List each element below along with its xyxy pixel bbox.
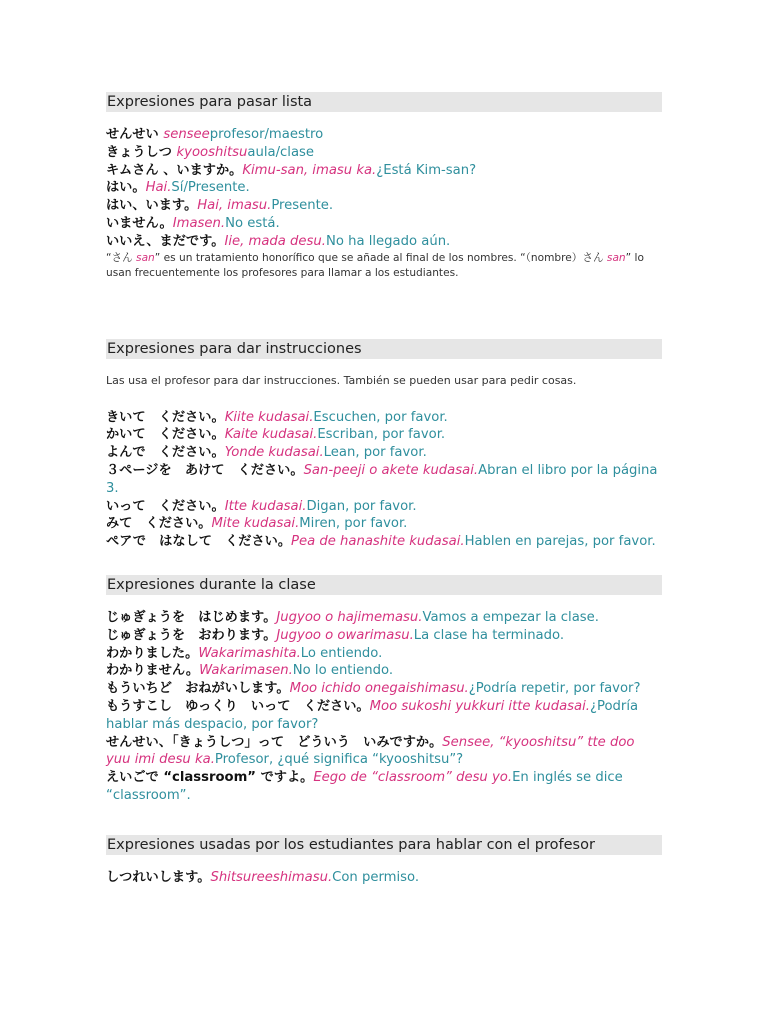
spanish-text: No lo entiendo. <box>292 663 394 679</box>
section-heading: Expresiones para dar instrucciones <box>106 339 662 359</box>
japanese-text: もうすこし ゆっくり いって ください。 <box>106 698 370 714</box>
phrase-row <box>106 645 662 663</box>
section-heading: Expresiones para pasar lista <box>106 92 662 112</box>
document-page <box>106 92 662 887</box>
romaji-text: Wakarimasen. <box>199 663 293 679</box>
japanese-text: かいて ください。 <box>106 427 225 443</box>
japanese-text: はい。 <box>106 180 146 196</box>
japanese-text: わかりません。 <box>106 663 200 679</box>
phrase-row <box>106 769 662 805</box>
japanese-text: わかりました。 <box>106 645 199 661</box>
romaji-text: Sensee, “kyooshitsu” tte doo yuu imi desu ka. <box>106 734 635 768</box>
romaji-text: sensee <box>163 127 210 142</box>
romaji-text: Moo sukoshi yukkuri itte kudasai. <box>369 698 590 714</box>
spanish-text: Lean, por favor. <box>323 445 427 461</box>
japanese-text: じゅぎょうを はじめます。 <box>106 609 277 625</box>
spanish-text: Escuchen, por favor. <box>313 409 448 425</box>
note-text: “さん <box>106 251 137 264</box>
japanese-text: ３ページを あけて ください。 <box>106 462 304 478</box>
spanish-text: Escriban, por favor. <box>317 427 446 443</box>
romaji-text: Kiite kudasai. <box>224 409 314 425</box>
japanese-text: えいごで “classroom” ですよ。 <box>106 770 314 786</box>
romaji-text: Jugyoo o owarimasu. <box>276 627 414 643</box>
note-romaji: san <box>136 251 155 264</box>
japanese-text: せんせい、「きょうしつ」って どういう いみですか。 <box>106 734 443 750</box>
japanese-text: きいて ください。 <box>106 409 225 425</box>
romaji-text: Moo ichido onegaishimasu. <box>289 681 469 697</box>
phrase-list <box>106 126 662 281</box>
romaji-text: Hai. <box>145 180 172 196</box>
phrase-row <box>106 409 662 427</box>
japanese-text: ペアで はなして ください。 <box>106 534 292 550</box>
phrase-row <box>106 215 662 233</box>
phrase-row <box>106 734 662 770</box>
spanish-text: No ha llegado aún. <box>325 233 451 249</box>
romaji-text: Yonde kudasai. <box>224 445 324 461</box>
spanish-text: Hablen en parejas, por favor. <box>464 534 656 550</box>
note-text: ” es un tratamiento honorífico que se añade al final de los nombres. “（nombre）さん <box>154 251 607 264</box>
phrase-row <box>106 144 662 162</box>
japanese-text: みて ください。 <box>106 516 212 532</box>
spanish-text: Profesor, ¿qué significa “kyooshitsu”? <box>214 752 464 768</box>
spanish-text: La clase ha terminado. <box>413 627 565 643</box>
romaji-text: Itte kudasai. <box>224 498 307 514</box>
japanese-text: じゅぎょうを おわります。 <box>106 627 277 643</box>
spanish-text: Abran el libro por la página 3. <box>106 462 658 496</box>
phrase-row <box>106 462 662 498</box>
phrase-row <box>106 498 662 516</box>
phrase-list <box>106 373 662 551</box>
romaji-text: Imasen. <box>172 215 226 231</box>
note-romaji: san <box>606 251 626 264</box>
phrase-row <box>106 515 662 533</box>
romaji-text: Wakarimashita. <box>198 645 301 661</box>
phrase-row <box>106 444 662 462</box>
spanish-text: Digan, por favor. <box>306 498 417 514</box>
spanish-text: Vamos a empezar la clase. <box>422 609 599 625</box>
japanese-text: いません。 <box>106 215 173 231</box>
phrase-row <box>106 698 662 734</box>
phrase-row <box>106 627 662 645</box>
romaji-text: Kaite kudasai. <box>224 427 318 443</box>
japanese-text: いいえ、まだです。 <box>106 233 225 249</box>
romaji-text: Hai, imasu. <box>197 198 272 214</box>
section-heading: Expresiones durante la clase <box>106 575 662 595</box>
spanish-text: profesor/maestro <box>209 127 324 142</box>
japanese-text: はい、います。 <box>106 198 198 214</box>
spanish-text: Presente. <box>271 198 334 214</box>
spanish-text: ¿Está Kim-san? <box>376 162 477 178</box>
spanish-text: ¿Podría repetir, por favor? <box>468 681 641 697</box>
phrase-row <box>106 533 662 551</box>
phrase-row <box>106 126 662 144</box>
spanish-text: aula/clase <box>247 144 315 160</box>
section-intro: Las usa el profesor para dar instrucciones. También se pueden usar para pedir cosas. <box>106 373 577 387</box>
phrase-row <box>106 662 662 680</box>
phrase-row <box>106 233 662 251</box>
phrase-row <box>106 179 662 197</box>
phrase-row <box>106 680 662 698</box>
spanish-text: Con permiso. <box>332 869 420 885</box>
note-text: ” lo usan frecuentemente los profesores para llamar a los estudiantes. <box>106 251 644 279</box>
phrase-row <box>106 162 662 180</box>
phrase-row <box>106 197 662 215</box>
japanese-text: キムさん 、いますか。 <box>106 162 243 178</box>
romaji-text: Pea de hanashite kudasai. <box>291 534 465 550</box>
romaji-text: Eego de “classroom” desu yo. <box>313 770 513 786</box>
japanese-text: よんで ください。 <box>106 445 225 461</box>
japanese-text: いって ください。 <box>106 498 225 514</box>
phrase-list <box>106 869 662 887</box>
romaji-text: Jugyoo o hajimemasu. <box>276 609 423 625</box>
spanish-text: No está. <box>225 215 280 231</box>
romaji-text: Kimu-san, imasu ka. <box>242 162 377 178</box>
romaji-text: Shitsureeshimasu. <box>210 869 333 885</box>
phrase-list <box>106 609 662 805</box>
phrase-row <box>106 426 662 444</box>
spanish-text: Miren, por favor. <box>299 516 408 532</box>
romaji-text: San-peeji o akete kudasai. <box>303 462 479 478</box>
japanese-text: もういちど おねがいします。 <box>106 681 290 697</box>
phrase-row <box>106 869 662 887</box>
spanish-text: ¿Podría hablar más despacio, por favor? <box>106 698 639 732</box>
romaji-text: Iie, mada desu. <box>224 233 326 249</box>
spanish-text: Sí/Presente. <box>171 180 250 196</box>
japanese-text: せんせい <box>106 127 164 142</box>
honorific-note <box>106 251 662 281</box>
spanish-text: Lo entiendo. <box>300 645 383 661</box>
romaji-text: kyooshitsu <box>176 144 248 160</box>
section-heading: Expresiones usadas por los estudiantes para hablar con el profesor <box>106 835 662 855</box>
japanese-text: しつれいします。 <box>106 869 211 885</box>
phrase-row <box>106 609 662 627</box>
romaji-text: Mite kudasai. <box>211 516 300 532</box>
japanese-text: きょうしつ <box>106 144 177 160</box>
spanish-text: En inglés se dice “classroom”. <box>106 770 623 803</box>
